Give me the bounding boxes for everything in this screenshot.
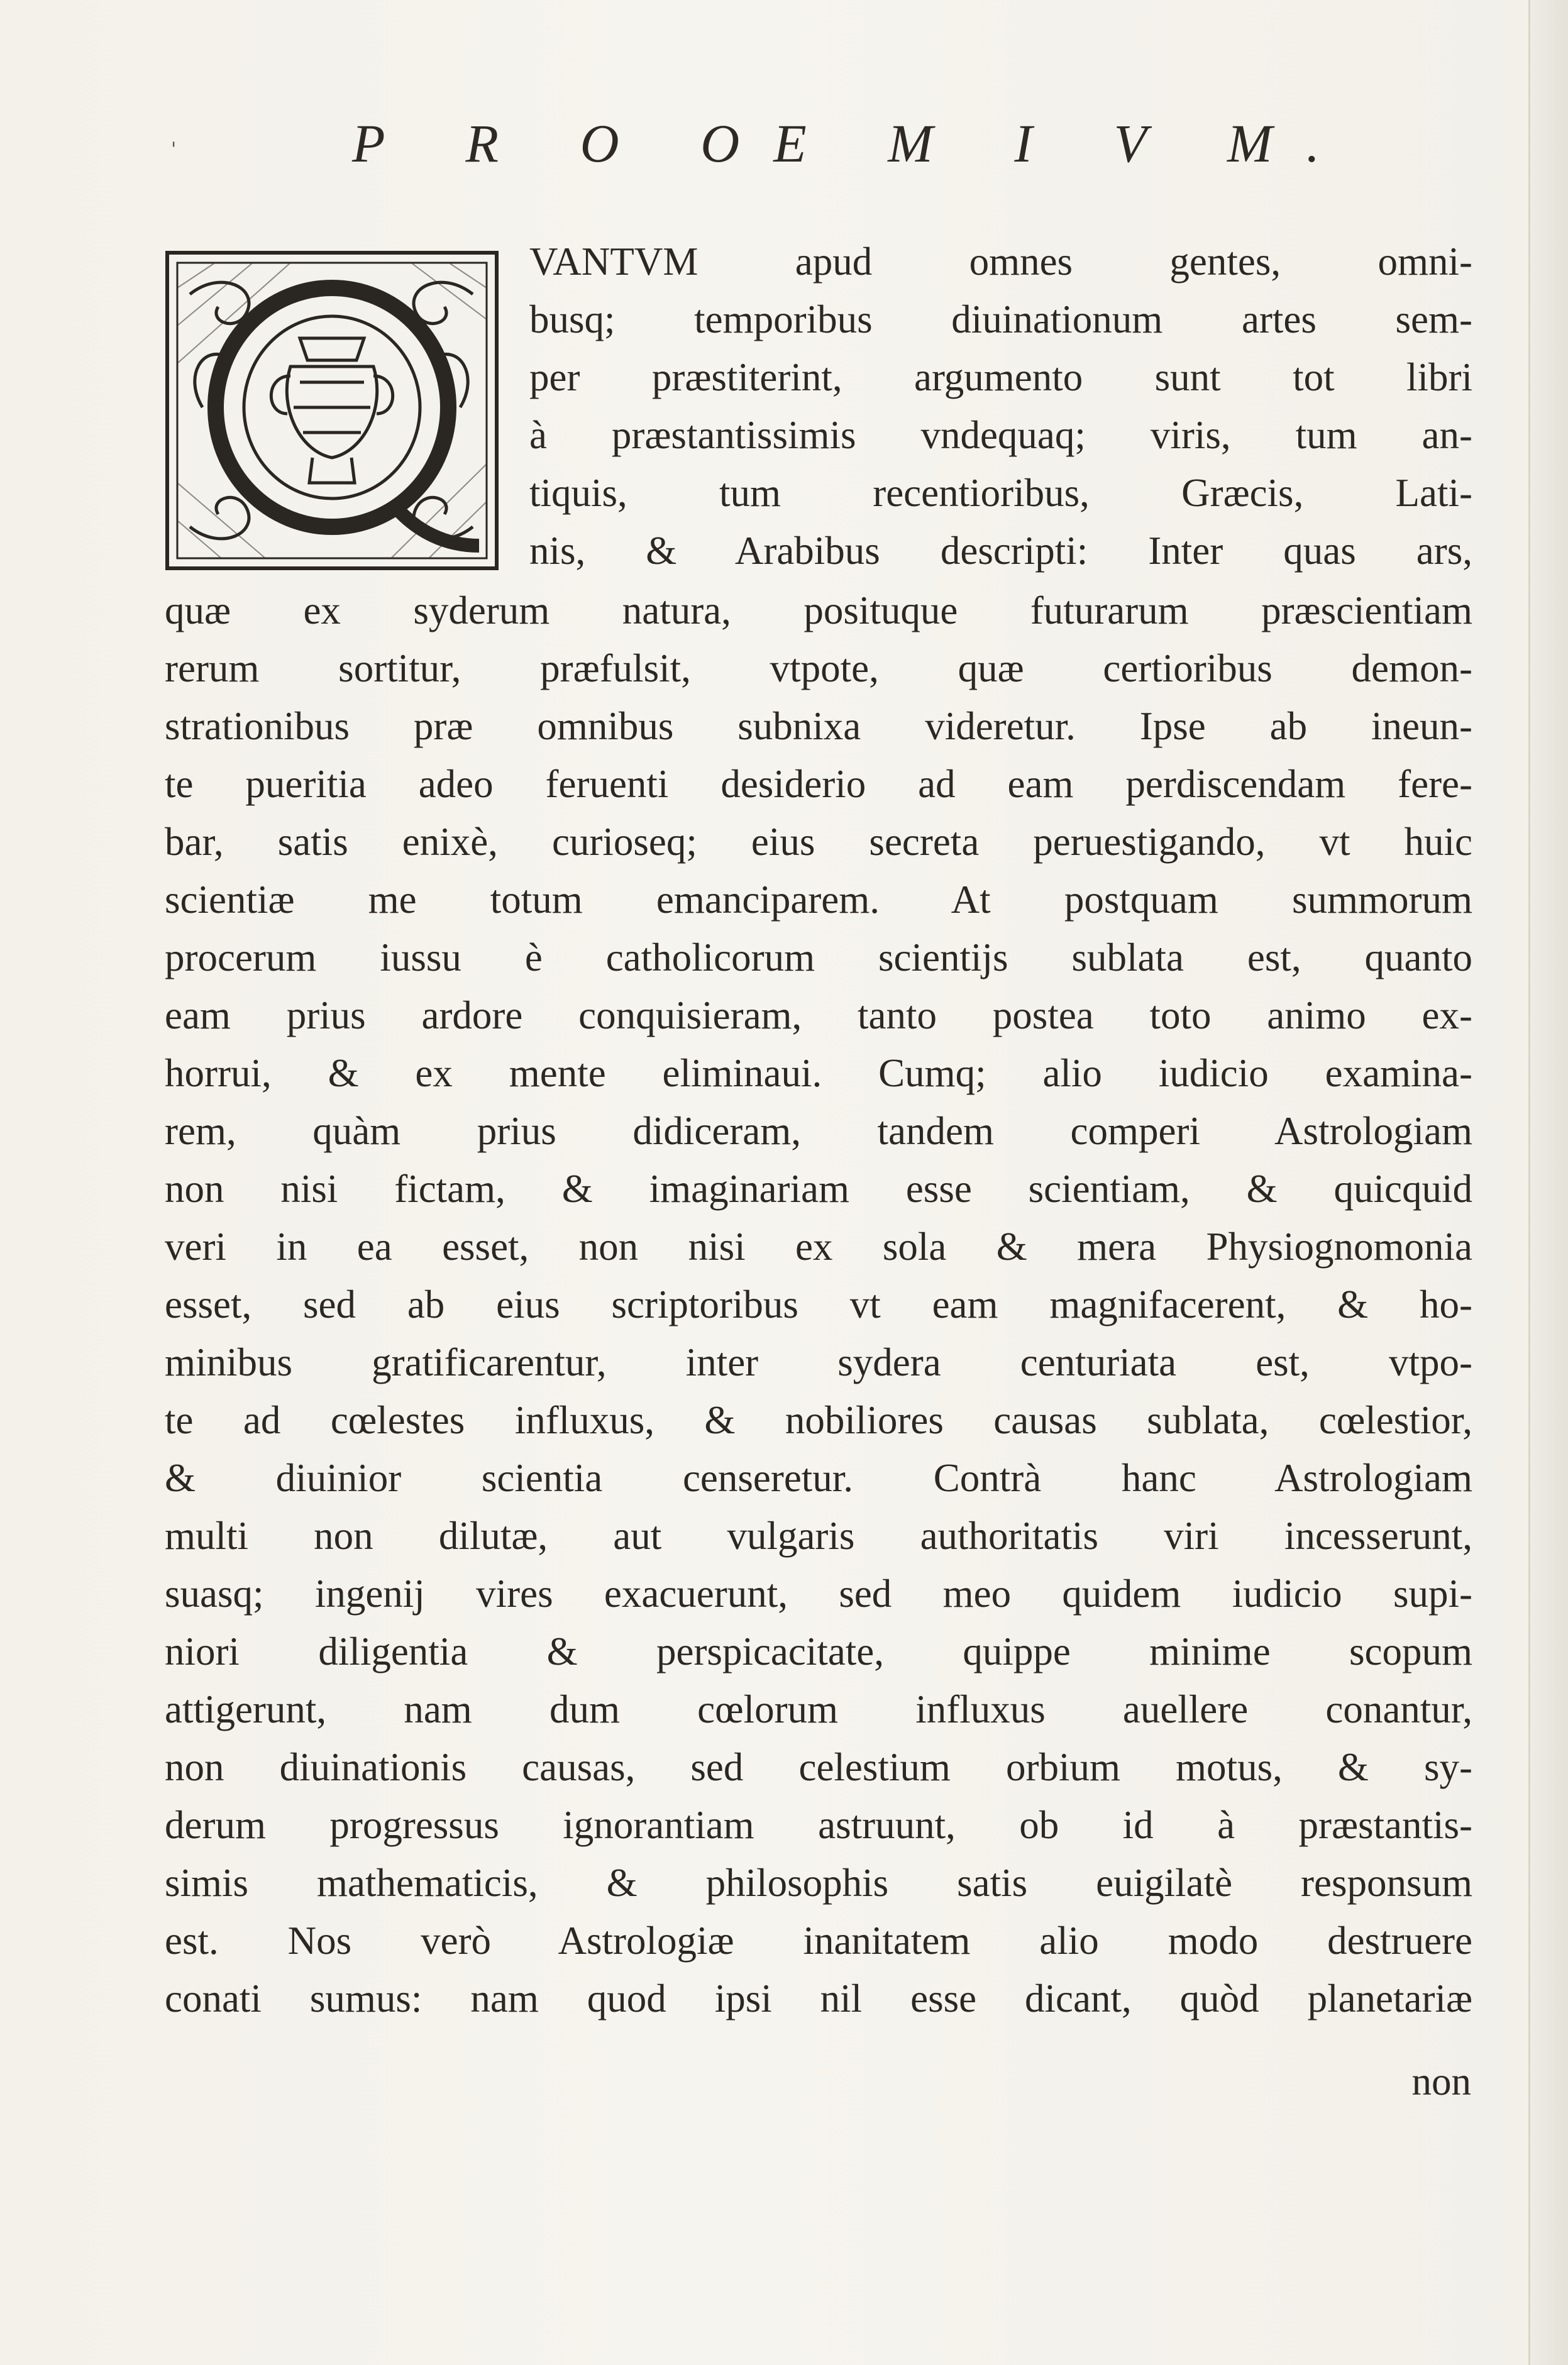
- text-line: tiquis, tum recentioribus, Græcis, Lati-: [529, 471, 1472, 515]
- text-line: rem, quàm prius didiceram, tandem comperi Astrologiam: [165, 1109, 1472, 1153]
- text-line: busq; temporibus diuinationum artes sem-: [529, 297, 1472, 341]
- text-line: niori diligentia & perspicacitate, quippe minime scopum: [165, 1629, 1472, 1673]
- text-line: nis, & Arabibus descripti: Inter quas ars,: [529, 529, 1472, 573]
- text-line: simis mathematicis, & philosophis satis euigilatè responsum: [165, 1861, 1472, 1905]
- text-line: conati sumus: nam quod ipsi nil esse dicant, quòd planetariæ: [165, 1976, 1472, 2020]
- text-line: horrui, & ex mente eliminaui. Cumq; alio iudicio examina-: [165, 1051, 1472, 1095]
- text-line: à præstantissimis vndequaq; viris, tum an-: [529, 413, 1472, 457]
- text-line: veri in ea esset, non nisi ex sola & mera Physiognomonia: [165, 1225, 1472, 1269]
- corner-mark: [171, 138, 180, 147]
- opening-lines: [529, 233, 1472, 580]
- text-line: non nisi fictam, & imaginariam esse scientiam, & quicquid: [165, 1167, 1472, 1211]
- ornamental-initial-q-icon: [165, 250, 499, 571]
- text-line: te ad cœlestes influxus, & nobiliores causas sublata, cœlestior,: [165, 1398, 1472, 1442]
- text-line: procerum iussu è catholicorum scientijs sublata est, quanto: [165, 935, 1472, 979]
- text-line: strationibus præ omnibus subnixa videretur. Ipse ab ineun-: [165, 704, 1472, 748]
- text-line: VANTVM apud omnes gentes, omni-: [529, 240, 1472, 284]
- text-line: rerum sortitur, præfulsit, vtpote, quæ certioribus demon-: [165, 646, 1472, 690]
- text-line: eam prius ardore conquisieram, tanto postea toto animo ex-: [165, 993, 1472, 1037]
- text-line: scientiæ me totum emanciparem. At postquam summorum: [165, 878, 1472, 922]
- text-line: multi non dilutæ, aut vulgaris authoritatis viri incesserunt,: [165, 1514, 1472, 1558]
- catchword: non: [1411, 2059, 1471, 2103]
- text-line: est. Nos verò Astrologiæ inanitatem alio modo destruere: [165, 1919, 1472, 1963]
- text-line: derum progressus ignorantiam astruunt, ob id à præstantis-: [165, 1803, 1472, 1847]
- text-line: per præstiterint, argumento sunt tot libri: [529, 355, 1472, 399]
- page-edge: [1528, 0, 1568, 2365]
- text-line: suasq; ingenij vires exacuerunt, sed meo quidem iudicio supi-: [165, 1572, 1472, 1616]
- page-header: P R O OE M I V M.: [352, 113, 1354, 174]
- text-line: te pueritia adeo feruenti desiderio ad eam perdiscendam fere-: [165, 762, 1472, 806]
- text-line: esset, sed ab eius scriptoribus vt eam magnifacerent, & ho-: [165, 1282, 1472, 1326]
- text-line: quæ ex syderum natura, posituque futurarum præscientiam: [165, 588, 1472, 632]
- text-line: & diuinior scientia censeretur. Contrà hanc Astrologiam: [165, 1456, 1472, 1500]
- text-line: bar, satis enixè, curioseq; eius secreta peruestigando, vt huic: [165, 820, 1472, 864]
- text-line: attigerunt, nam dum cœlorum influxus auellere conantur,: [165, 1687, 1472, 1731]
- text-line: non diuinationis causas, sed celestium orbium motus, & sy-: [165, 1745, 1472, 1789]
- text-line: minibus gratificarentur, inter sydera centuriata est, vtpo-: [165, 1340, 1472, 1384]
- body-text: [165, 582, 1472, 2027]
